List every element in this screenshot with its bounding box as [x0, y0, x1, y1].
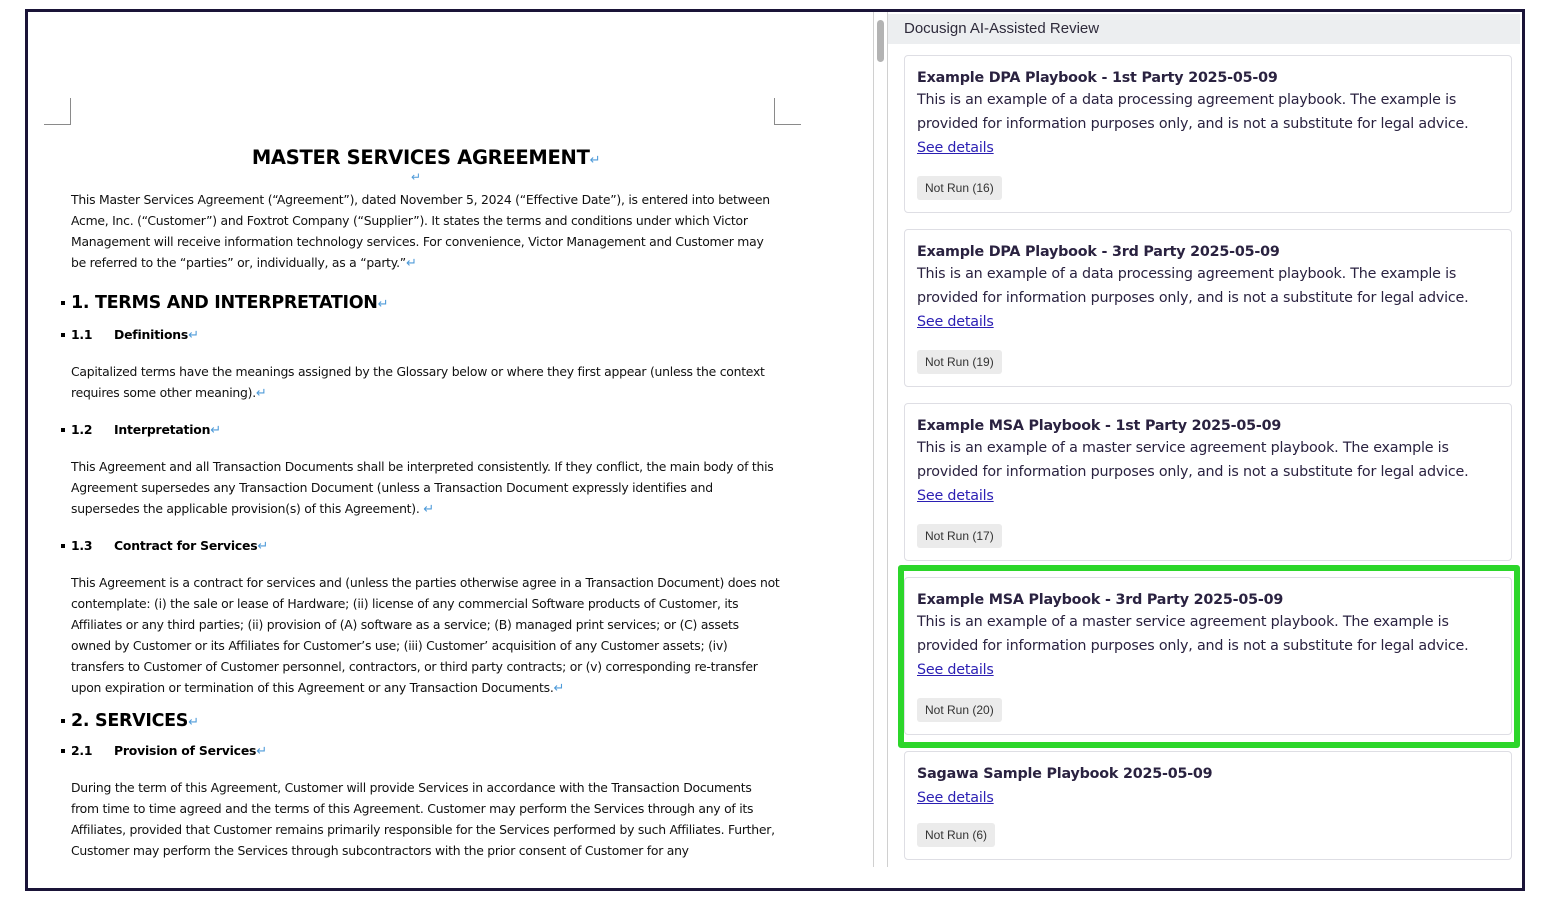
document-pane[interactable] [28, 12, 873, 867]
playbook-title: Sagawa Sample Playbook 2025-05-09 [917, 766, 1213, 782]
heading-bullet-icon [61, 749, 65, 753]
playbook-card[interactable] [904, 229, 1512, 387]
document-title-text: MASTER SERVICES AGREEMENT [251, 146, 590, 169]
see-details-link[interactable]: See details [917, 790, 994, 806]
paragraph-mark-icon: ↵ [188, 715, 199, 730]
heading-bullet-icon [61, 544, 65, 548]
heading-bullet-icon [61, 333, 65, 337]
playbook-title: Example DPA Playbook - 1st Party 2025-05-09 [917, 70, 1278, 86]
playbook-title: Example MSA Playbook - 3rd Party 2025-05-09 [917, 592, 1284, 608]
paragraph-mark-icon: ↵ [589, 153, 601, 168]
paragraph-mark-icon: ↵ [553, 681, 565, 696]
paragraph-mark-icon: ↵ [257, 539, 269, 554]
playbook-description: This is an example of a master service agreement playbook. The example is provided for information purposes only, and is not a substitute for legal advice. [917, 614, 1469, 654]
playbook-card-selected[interactable] [904, 577, 1512, 735]
document-title [71, 144, 781, 171]
document-scrollbar-thumb[interactable] [877, 20, 884, 62]
section-2-1-paragraph: During the term of this Agreement, Customer will provide Services in accordance with the Transaction Documents from time to time agreed and the terms of this Agreement. Customer may perform the Services through any of its Affiliates, provided that Customer remains primarily responsible for the Services performed by such Affiliates. Further, Customer may perform the Services through subcontractors with the prior consent of Customer for any [71, 780, 775, 858]
paragraph-mark-icon: ↵ [255, 386, 267, 401]
section-1-3-heading: 1.3 Contract for Services↵ [71, 537, 781, 556]
panel-title: Docusign AI-Assisted Review [888, 14, 1520, 44]
section-1-3-paragraph: This Agreement is a contract for services and (unless the parties otherwise agree in a Transaction Document) does not contemplate: (i) the sale or lease of Hardware; (ii) license of any commercial Software products of Customer, its Affiliates or any third parties; (ii) provision of (A) software as a service; (B) managed print services; or (C) assets owned by Customer or its Affiliates for Customer’s use; (iii) Customer’ acquisition of any Customer assets; (iv) transfers to Customer of Customer personnel, contractors, or third party contracts; or (v) corresponding re-transfer upon expiration or termination of this Agreement or any Transaction Documents.↵ [71, 575, 780, 696]
page-corner-mark-left [44, 98, 71, 125]
section-2-heading: 2. SERVICES↵ [71, 709, 781, 735]
see-details-link[interactable]: See details [917, 662, 994, 678]
playbook-card[interactable] [904, 55, 1512, 213]
section-1-heading: 1. TERMS AND INTERPRETATION↵ [71, 291, 781, 317]
paragraph-mark-icon: ↵ [377, 297, 389, 312]
section-1-2-paragraph: This Agreement and all Transaction Documents shall be interpreted consistently. If they conflict, the main body of this Agreement supersedes any Transaction Document (unless a Transaction Document expressly identifies and supersedes the applicable provision(s) of this Agreement). ↵ [71, 459, 774, 517]
app-window [25, 9, 1525, 891]
playbook-description: This is an example of a master service agreement playbook. The example is provided for information purposes only, and is not a substitute for legal advice. [917, 440, 1469, 480]
paragraph-mark-icon: ↵ [410, 170, 422, 184]
playbook-title: Example MSA Playbook - 1st Party 2025-05-09 [917, 418, 1282, 434]
section-2-1-heading: 2.1 Provision of Services↵ [71, 742, 781, 761]
paragraph-mark-icon: ↵ [405, 256, 417, 271]
see-details-link[interactable]: See details [917, 488, 994, 504]
page-corner-mark-right [774, 98, 801, 125]
status-badge: Not Run (17) [917, 524, 1002, 548]
heading-bullet-icon [61, 719, 65, 723]
pane-divider [873, 12, 874, 867]
heading-bullet-icon [61, 428, 65, 432]
playbook-card[interactable] [904, 403, 1512, 561]
playbook-description: This is an example of a data processing agreement playbook. The example is provided for information purposes only, and is not a substitute for legal advice. [917, 92, 1469, 132]
section-1-1-heading: 1.1 Definitions↵ [71, 326, 781, 345]
intro-paragraph: This Master Services Agreement (“Agreement”), dated November 5, 2024 (“Effective Date”), is entered into between Acme, Inc. (“Customer”) and Foxtrot Company (“Supplier”). It states the terms and conditions under which Victor Management will receive information technology services. For convenience, Victor Management and Customer may be referred to the “parties” or, individually, as a “party.”↵ [71, 192, 770, 271]
section-1-1-paragraph: Capitalized terms have the meanings assigned by the Glossary below or where they first appear (unless the context requires some other meaning).↵ [71, 364, 765, 401]
status-badge: Not Run (19) [917, 350, 1002, 374]
paragraph-mark-icon: ↵ [210, 423, 221, 438]
document-body[interactable] [71, 144, 781, 861]
section-1-2-heading: 1.2 Interpretation↵ [71, 421, 781, 440]
status-badge: Not Run (16) [917, 176, 1002, 200]
ai-review-panel [888, 14, 1520, 867]
status-badge: Not Run (6) [917, 823, 995, 847]
see-details-link[interactable]: See details [917, 140, 994, 156]
playbook-card[interactable] [904, 751, 1512, 860]
see-details-link[interactable]: See details [917, 314, 994, 330]
paragraph-mark-icon: ↵ [256, 744, 267, 759]
heading-bullet-icon [61, 301, 65, 305]
status-badge: Not Run (20) [917, 698, 1002, 722]
paragraph-mark-icon: ↵ [188, 328, 199, 343]
paragraph-mark-icon: ↵ [423, 502, 434, 517]
playbook-description: This is an example of a data processing agreement playbook. The example is provided for information purposes only, and is not a substitute for legal advice. [917, 266, 1469, 306]
playbook-title: Example DPA Playbook - 3rd Party 2025-05-09 [917, 244, 1280, 260]
